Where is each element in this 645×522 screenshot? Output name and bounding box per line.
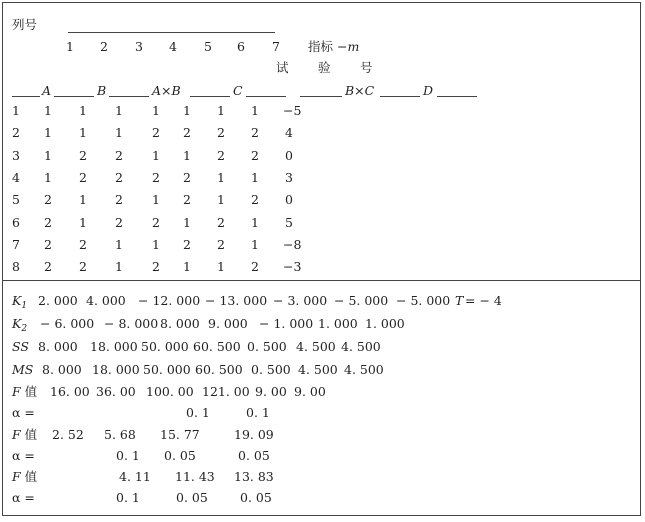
table-cell: 1 bbox=[115, 103, 123, 118]
col-number-5: 5 bbox=[204, 39, 212, 54]
test-char-3: 号 bbox=[360, 60, 373, 75]
ss-value-5: 0. 500 bbox=[247, 339, 287, 354]
table-cell: 1 bbox=[251, 215, 259, 230]
f1-value-6: 9. 00 bbox=[294, 384, 326, 399]
table-cell: 1 bbox=[251, 170, 259, 185]
f2-value-2: 5. 68 bbox=[104, 427, 136, 442]
blank-line bbox=[12, 96, 40, 97]
k2-label: $K_2$ bbox=[12, 316, 28, 334]
table-cell: 2 bbox=[44, 192, 52, 207]
table-cell: 1 bbox=[79, 103, 87, 118]
factor-a: A bbox=[42, 83, 52, 98]
alpha3-label: α = bbox=[12, 490, 35, 505]
table-cell: 2 bbox=[44, 237, 52, 252]
table-cell: 2 bbox=[183, 125, 191, 140]
table-cell: 1 bbox=[44, 148, 52, 163]
f2-value-3: 15. 77 bbox=[160, 427, 200, 442]
table-cell: 1 bbox=[217, 259, 225, 274]
table-cell: 2 bbox=[183, 237, 191, 252]
ss-label: SS bbox=[12, 339, 29, 354]
table-cell: 2 bbox=[183, 192, 191, 207]
table-cell: 1 bbox=[251, 103, 259, 118]
table-cell: 2 bbox=[79, 259, 87, 274]
blank-line bbox=[190, 96, 230, 97]
table-cell: 1 bbox=[183, 259, 191, 274]
table-cell: 1 bbox=[183, 148, 191, 163]
table-cell: 2 bbox=[183, 170, 191, 185]
total-value: = − 4 bbox=[465, 293, 502, 308]
table-cell: 1 bbox=[115, 125, 123, 140]
table-cell: 1 bbox=[217, 103, 225, 118]
ss-value-7: 4. 500 bbox=[341, 339, 381, 354]
f1-value-3: 100. 00 bbox=[146, 384, 194, 399]
f2-label: F 值 bbox=[12, 427, 38, 442]
table-cell: 1 bbox=[251, 237, 259, 252]
row-number: 2 bbox=[12, 125, 20, 140]
table-cell: 1 bbox=[115, 259, 123, 274]
alpha3-value-3: 0. 05 bbox=[240, 490, 272, 505]
table-cell: 2 bbox=[115, 215, 123, 230]
test-char-1: 试 bbox=[276, 60, 289, 75]
k1-value-7: − 5. 000 bbox=[396, 293, 451, 308]
table-frame bbox=[2, 2, 641, 516]
table-cell: 1 bbox=[44, 170, 52, 185]
blank-line bbox=[300, 96, 342, 97]
factor-bxc: B×C bbox=[345, 83, 375, 98]
indicator-variable: −m bbox=[337, 39, 360, 54]
f1-label: F 值 bbox=[12, 384, 38, 399]
indicator-value: −8 bbox=[283, 237, 302, 252]
factor-d: D bbox=[423, 83, 434, 98]
k1-value-4: − 13. 000 bbox=[205, 293, 268, 308]
col-number-6: 6 bbox=[237, 39, 245, 54]
table-cell: 2 bbox=[115, 170, 123, 185]
indicator-value: 4 bbox=[285, 125, 293, 140]
alpha2-value-3: 0. 05 bbox=[238, 448, 270, 463]
table-cell: 1 bbox=[115, 237, 123, 252]
k1-label: $K_1$ bbox=[12, 293, 28, 311]
blank-line bbox=[437, 96, 477, 97]
col-number-4: 4 bbox=[169, 39, 177, 54]
ss-value-4: 60. 500 bbox=[193, 339, 241, 354]
table-cell: 1 bbox=[79, 215, 87, 230]
k2-value-6: 1. 000 bbox=[318, 316, 358, 331]
f1-value-2: 36. 00 bbox=[96, 384, 136, 399]
k1-value-1: 2. 000 bbox=[38, 293, 78, 308]
table-cell: 2 bbox=[79, 237, 87, 252]
f3-value-2: 11. 43 bbox=[175, 469, 215, 484]
row-number: 3 bbox=[12, 148, 20, 163]
table-cell: 1 bbox=[152, 192, 160, 207]
ms-value-4: 60. 500 bbox=[195, 362, 243, 377]
col-number-2: 2 bbox=[100, 39, 108, 54]
row-number: 6 bbox=[12, 215, 20, 230]
table-cell: 1 bbox=[217, 170, 225, 185]
k2-value-1: − 6. 000 bbox=[40, 316, 95, 331]
ms-value-7: 4. 500 bbox=[344, 362, 384, 377]
table-cell: 2 bbox=[152, 170, 160, 185]
ms-value-6: 4. 500 bbox=[298, 362, 338, 377]
k1-value-6: − 5. 000 bbox=[334, 293, 389, 308]
f2-value-4: 19. 09 bbox=[234, 427, 274, 442]
k1-value-5: − 3. 000 bbox=[273, 293, 328, 308]
row-number: 5 bbox=[12, 192, 20, 207]
table-cell: 1 bbox=[79, 192, 87, 207]
indicator-value: −3 bbox=[283, 259, 302, 274]
k2-value-5: − 1. 000 bbox=[259, 316, 314, 331]
k1-value-3: − 12. 000 bbox=[138, 293, 201, 308]
test-char-2: 验 bbox=[318, 60, 331, 75]
table-cell: 1 bbox=[44, 125, 52, 140]
blank-line bbox=[246, 96, 286, 97]
f2-value-1: 2. 52 bbox=[52, 427, 84, 442]
indicator-value: 5 bbox=[285, 215, 293, 230]
table-cell: 2 bbox=[79, 170, 87, 185]
alpha2-label: α = bbox=[12, 448, 35, 463]
f3-label: F 值 bbox=[12, 469, 38, 484]
alpha1-value-2: 0. 1 bbox=[246, 405, 270, 420]
f1-value-4: 121. 00 bbox=[202, 384, 250, 399]
row-number: 8 bbox=[12, 259, 20, 274]
table-cell: 2 bbox=[251, 125, 259, 140]
f3-value-3: 13. 83 bbox=[234, 469, 274, 484]
col-number-1: 1 bbox=[66, 39, 74, 54]
table-cell: 2 bbox=[251, 148, 259, 163]
k2-value-4: 9. 000 bbox=[208, 316, 248, 331]
factor-c: C bbox=[233, 83, 243, 98]
table-cell: 1 bbox=[152, 237, 160, 252]
indicator-value: −5 bbox=[283, 103, 302, 118]
alpha1-label: α = bbox=[12, 405, 35, 420]
column-label: 列号 bbox=[12, 17, 38, 32]
alpha3-value-2: 0. 05 bbox=[176, 490, 208, 505]
table-cell: 2 bbox=[217, 215, 225, 230]
ss-value-6: 4. 500 bbox=[296, 339, 336, 354]
table-cell: 2 bbox=[152, 259, 160, 274]
table-cell: 2 bbox=[251, 192, 259, 207]
table-cell: 2 bbox=[152, 215, 160, 230]
ms-value-5: 0. 500 bbox=[251, 362, 291, 377]
row-number: 7 bbox=[12, 237, 20, 252]
f3-value-1: 4. 11 bbox=[119, 469, 151, 484]
ss-value-1: 8. 000 bbox=[38, 339, 78, 354]
ss-value-2: 18. 000 bbox=[90, 339, 138, 354]
k2-value-3: 8. 000 bbox=[160, 316, 200, 331]
blank-line bbox=[380, 96, 420, 97]
row-number: 1 bbox=[12, 103, 20, 118]
col-number-3: 3 bbox=[135, 39, 143, 54]
k1-value-2: 4. 000 bbox=[86, 293, 126, 308]
k2-value-7: 1. 000 bbox=[365, 316, 405, 331]
table-cell: 2 bbox=[217, 237, 225, 252]
ms-value-1: 8. 000 bbox=[42, 362, 82, 377]
table-cell: 1 bbox=[183, 215, 191, 230]
table-cell: 1 bbox=[44, 103, 52, 118]
k2-value-2: − 8. 000 bbox=[104, 316, 159, 331]
blank-line bbox=[109, 96, 149, 97]
alpha2-value-2: 0. 05 bbox=[164, 448, 196, 463]
table-cell: 2 bbox=[115, 192, 123, 207]
table-cell: 1 bbox=[217, 192, 225, 207]
ms-value-3: 50. 000 bbox=[143, 362, 191, 377]
col-number-7: 7 bbox=[272, 39, 280, 54]
table-cell: 2 bbox=[217, 125, 225, 140]
header-rule bbox=[68, 32, 275, 33]
blank-line bbox=[54, 96, 94, 97]
table-cell: 1 bbox=[79, 125, 87, 140]
indicator-label: 指标 bbox=[308, 39, 334, 54]
table-cell: 1 bbox=[152, 103, 160, 118]
factor-axb: A×B bbox=[152, 83, 181, 98]
table-cell: 2 bbox=[251, 259, 259, 274]
indicator-value: 0 bbox=[285, 192, 293, 207]
table-cell: 1 bbox=[183, 103, 191, 118]
f1-value-1: 16. 00 bbox=[50, 384, 90, 399]
alpha1-value-1: 0. 1 bbox=[186, 405, 210, 420]
alpha2-value-1: 0. 1 bbox=[116, 448, 140, 463]
indicator-value: 3 bbox=[285, 170, 293, 185]
table-cell: 2 bbox=[44, 215, 52, 230]
factor-b: B bbox=[97, 83, 107, 98]
section-divider bbox=[2, 280, 641, 281]
row-number: 4 bbox=[12, 170, 20, 185]
table-cell: 2 bbox=[44, 259, 52, 274]
ss-value-3: 50. 000 bbox=[141, 339, 189, 354]
table-cell: 2 bbox=[79, 148, 87, 163]
table-cell: 1 bbox=[152, 148, 160, 163]
table-cell: 2 bbox=[115, 148, 123, 163]
ms-label: MS bbox=[12, 362, 34, 377]
f1-value-5: 9. 00 bbox=[255, 384, 287, 399]
alpha3-value-1: 0. 1 bbox=[116, 490, 140, 505]
table-cell: 2 bbox=[217, 148, 225, 163]
indicator-value: 0 bbox=[285, 148, 293, 163]
ms-value-2: 18. 000 bbox=[92, 362, 140, 377]
table-cell: 2 bbox=[152, 125, 160, 140]
total-label: T bbox=[455, 293, 464, 308]
